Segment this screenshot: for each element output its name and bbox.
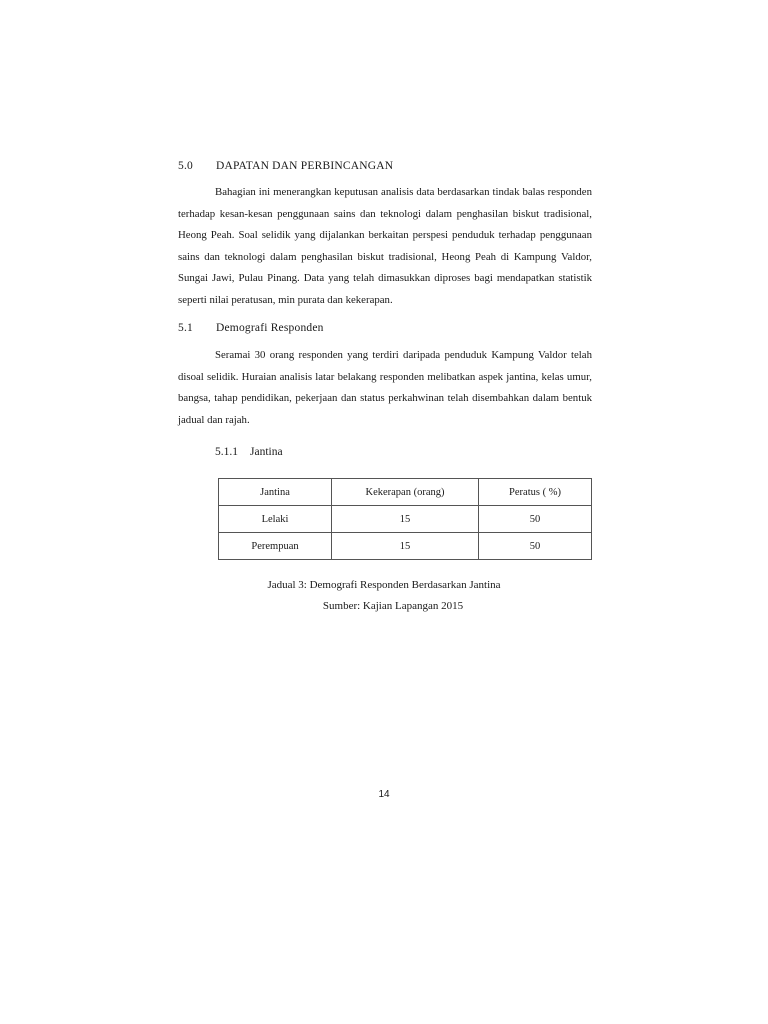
table-header-cell: Kekerapan (orang) (332, 479, 479, 506)
section-paragraph-5-0: Bahagian ini menerangkan keputusan analisis data berdasarkan tindak balas responden terhadap kesan-kesan penggunaan sains dan teknologi dalam penghasilan biskut tradisional, Heong Peah. Soal selidik yang dijalankan berkaitan perspesi penduduk terhadap penggunaan sains dan teknologi dalam penghasilan biskut tradisional, Heong Peah di Kampung Valdor, Sungai Jawi, Pulau Pinang. Data yang telah dimasukkan diproses bagi mendapatkan statistik seperti nilai peratusan, min purata dan kekerapan. (178, 186, 592, 306)
table-header-row (219, 479, 592, 506)
section-title: DAPATAN DAN PERBINCANGAN (216, 160, 394, 172)
table-header-cell: Jantina (219, 479, 332, 506)
section-number: 5.1 (178, 322, 193, 334)
subsection-title: Jantina (250, 446, 283, 458)
table-row (219, 506, 592, 533)
table-cell: Perempuan (219, 533, 332, 560)
table-cell: 50 (479, 506, 592, 533)
page-number: 14 (378, 789, 390, 800)
table-caption: Jadual 3: Demografi Responden Berdasarkan Jantina (267, 579, 501, 591)
table-row (219, 533, 592, 560)
table-source (0, 600, 768, 612)
section-paragraph-5-1: Seramai 30 orang responden yang terdiri daripada penduduk Kampung Valdor telah disoal selidik. Huraian analisis latar belakang responden melibatkan aspek jantina, kelas umur, bangsa, tahap pendidikan, pekerjaan dan status perkahwinan telah disembahkan dalam bentuk jadual dan rajah. (178, 349, 592, 426)
section-number: 5.0 (178, 160, 193, 172)
section-title: Demografi Responden (216, 322, 324, 334)
table-header-cell: Peratus ( %) (479, 479, 592, 506)
subsection-number: 5.1.1 (215, 446, 238, 458)
source-text: Sumber: Kajian Lapangan 2015 (322, 600, 464, 612)
table-cell: 15 (332, 506, 479, 533)
gender-table (218, 478, 592, 560)
table-cell: 15 (332, 533, 479, 560)
table-cell: 50 (479, 533, 592, 560)
table-cell: Lelaki (219, 506, 332, 533)
